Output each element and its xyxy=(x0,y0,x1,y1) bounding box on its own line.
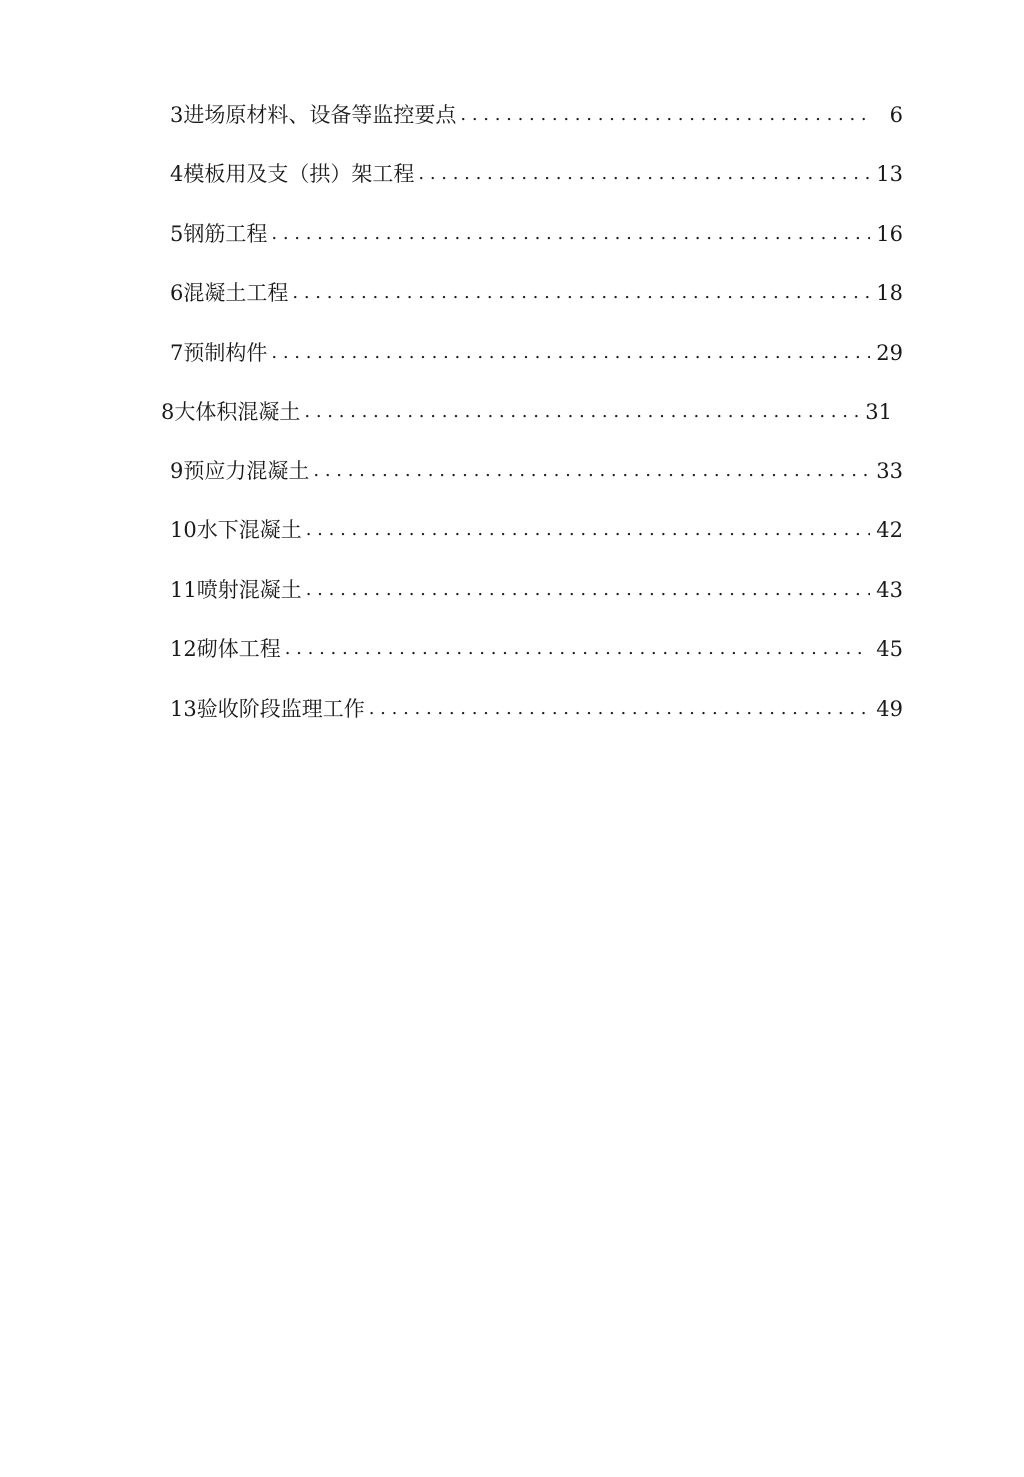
toc-entry-title: 8大体积混凝土 xyxy=(161,400,301,424)
toc-entry-title: 5钢筋工程 xyxy=(170,222,268,246)
toc-dot-leader xyxy=(313,451,870,491)
toc-entry-page: 42 xyxy=(876,518,903,542)
toc-entry-page: 31 xyxy=(865,400,892,424)
toc-entry-title: 3进场原材料、设备等监控要点 xyxy=(170,103,457,127)
toc-entry-title: 6混凝土工程 xyxy=(170,281,289,305)
toc-entry-title: 13验收阶段监理工作 xyxy=(170,697,365,721)
toc-dot-leader xyxy=(271,214,870,254)
toc-entry-3[interactable] xyxy=(170,95,903,135)
toc-entry-page: 45 xyxy=(876,637,903,661)
toc-entry-page: 33 xyxy=(876,459,903,483)
toc-entry-13[interactable] xyxy=(170,689,903,729)
toc-entry-6[interactable] xyxy=(170,273,903,313)
toc-entry-page: 6 xyxy=(889,103,903,127)
toc-dot-leader xyxy=(292,273,870,313)
toc-entry-8[interactable] xyxy=(161,392,892,432)
toc-entry-page: 13 xyxy=(876,162,903,186)
toc-entry-5[interactable] xyxy=(170,214,903,254)
toc-entry-page: 18 xyxy=(876,281,903,305)
toc-entry-7[interactable] xyxy=(170,333,903,373)
toc-entry-11[interactable] xyxy=(170,570,903,610)
toc-entry-title: 9预应力混凝土 xyxy=(170,459,310,483)
toc-entry-page: 43 xyxy=(876,578,903,602)
toc-entry-12[interactable] xyxy=(170,629,903,669)
toc-dot-leader xyxy=(271,333,870,373)
toc-entry-title: 7预制构件 xyxy=(170,341,268,365)
toc-entry-page: 29 xyxy=(876,341,903,365)
toc-entry-title: 12砌体工程 xyxy=(170,637,281,661)
toc-dot-leader xyxy=(306,570,871,610)
toc-dot-leader xyxy=(306,510,871,550)
toc-entry-title: 10水下混凝土 xyxy=(170,518,302,542)
toc-dot-leader xyxy=(369,689,871,729)
toc-entry-10[interactable] xyxy=(170,510,903,550)
toc-dot-leader xyxy=(460,95,871,135)
toc-entry-title: 4模板用及支（拱）架工程 xyxy=(170,162,415,186)
toc-entry-9[interactable] xyxy=(170,451,903,491)
toc-dot-leader xyxy=(285,629,871,669)
toc-entry-title: 11喷射混凝土 xyxy=(170,578,302,602)
toc-entry-page: 16 xyxy=(876,222,903,246)
toc-dot-leader xyxy=(418,154,870,194)
toc-entry-4[interactable] xyxy=(170,154,903,194)
toc-entry-page: 49 xyxy=(876,697,903,721)
toc-dot-leader xyxy=(304,392,859,432)
